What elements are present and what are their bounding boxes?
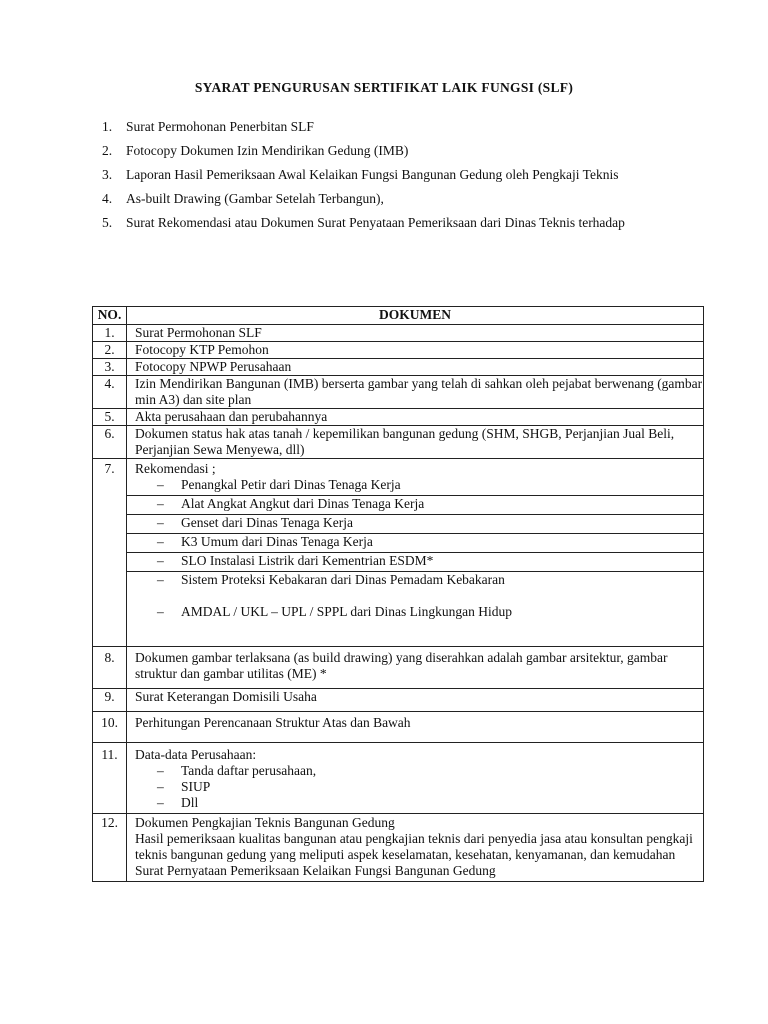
document-title: SYARAT PENGURUSAN SERTIFIKAT LAIK FUNGSI (SLF) bbox=[194, 80, 574, 95]
list-text: Laporan Hasil Pemeriksaan Awal Kelaikan Fungsi Bangunan Gedung oleh Pengkaji Teknis bbox=[126, 167, 619, 182]
row-number: 6. bbox=[93, 426, 127, 459]
table-row bbox=[93, 712, 704, 743]
list-text: Surat Permohonan Penerbitan SLF bbox=[126, 119, 314, 134]
table-row bbox=[93, 409, 704, 426]
list-text: Fotocopy Dokumen Izin Mendirikan Gedung (IMB) bbox=[126, 143, 409, 158]
company-data-item bbox=[135, 779, 703, 795]
row-text: Fotocopy NPWP Perusahaan bbox=[127, 359, 704, 376]
dash-bullet: – bbox=[157, 604, 164, 619]
list-text: Surat Rekomendasi atau Dokumen Surat Penyataan Pemeriksaan dari Dinas Teknis terhadap bbox=[126, 215, 625, 230]
row-technical-review bbox=[127, 814, 704, 882]
row-text: Surat Permohonan SLF bbox=[127, 325, 704, 342]
row-text: Dokumen Pengkajian Teknis Bangunan Gedung bbox=[135, 815, 395, 830]
table-row bbox=[93, 426, 704, 459]
dash-bullet: – bbox=[157, 477, 164, 492]
recommendation-row bbox=[127, 514, 703, 533]
recommendation-item bbox=[135, 515, 703, 531]
recommendation-row bbox=[127, 552, 703, 571]
row-company-data bbox=[127, 743, 704, 814]
dash-bullet: – bbox=[157, 779, 164, 794]
table-row bbox=[93, 647, 704, 689]
list-item bbox=[102, 115, 676, 139]
list-number: 5. bbox=[102, 215, 113, 230]
table-row bbox=[93, 342, 704, 359]
recommendation-text: Sistem Proteksi Kebakaran dari Dinas Pemadam Kebakaran bbox=[181, 572, 505, 587]
dash-bullet: – bbox=[157, 572, 164, 587]
dash-bullet: – bbox=[157, 763, 164, 778]
recommendation-text: AMDAL / UKL – UPL / SPPL dari Dinas Lingkungan Hidup bbox=[181, 604, 512, 619]
table-row bbox=[93, 459, 704, 647]
row-number: 11. bbox=[93, 743, 127, 814]
technical-review-line: Surat Pernyataan Pemeriksaan Kelaikan Fungsi Bangunan Gedung bbox=[135, 863, 496, 878]
recommendation-row bbox=[127, 533, 703, 552]
table-header-row bbox=[93, 307, 704, 325]
recommendation-item bbox=[135, 534, 703, 550]
row-number: 1. bbox=[93, 325, 127, 342]
row-number: 8. bbox=[93, 647, 127, 689]
dash-bullet: – bbox=[157, 553, 164, 568]
row-text: Perhitungan Perencanaan Struktur Atas dan Bawah bbox=[127, 712, 704, 743]
recommendation-item bbox=[135, 604, 703, 620]
company-data-text: Tanda daftar perusahaan, bbox=[181, 763, 317, 778]
recommendation-item bbox=[135, 572, 703, 588]
list-item bbox=[102, 187, 676, 211]
row-number: 7. bbox=[93, 459, 127, 647]
row-recommendations bbox=[127, 459, 704, 647]
row-text: Akta perusahaan dan perubahannya bbox=[127, 409, 704, 426]
row-text: Dokumen status hak atas tanah / kepemilikan bangunan gedung (SHM, SHGB, Perjanjian Jual Beli, Perjanjian Sewa Menyewa, dll) bbox=[127, 426, 704, 459]
list-number: 2. bbox=[102, 143, 113, 158]
header-no: NO. bbox=[93, 307, 127, 325]
company-data-text: Dll bbox=[181, 795, 199, 810]
row-number: 4. bbox=[93, 376, 127, 409]
row-number: 12. bbox=[93, 814, 127, 882]
table-row bbox=[93, 814, 704, 882]
recommendation-text: Genset dari Dinas Tenaga Kerja bbox=[181, 515, 353, 530]
row-number: 3. bbox=[93, 359, 127, 376]
dash-bullet: – bbox=[157, 534, 164, 549]
dash-bullet: – bbox=[157, 496, 164, 511]
list-number: 1. bbox=[102, 119, 113, 134]
table-row bbox=[93, 689, 704, 712]
table-row bbox=[93, 376, 704, 409]
recommendation-text: Penangkal Petir dari Dinas Tenaga Kerja bbox=[181, 477, 401, 492]
row-number: 10. bbox=[93, 712, 127, 743]
dash-bullet: – bbox=[157, 795, 164, 810]
dash-bullet: – bbox=[157, 515, 164, 530]
recommendation-row bbox=[127, 495, 703, 514]
recommendation-row bbox=[135, 604, 703, 646]
recommendation-text: K3 Umum dari Dinas Tenaga Kerja bbox=[181, 534, 373, 549]
list-item bbox=[102, 211, 676, 235]
table-row bbox=[93, 743, 704, 814]
list-item bbox=[102, 139, 676, 163]
row-text: Rekomendasi ; bbox=[135, 461, 216, 476]
recommendation-text: Alat Angkat Angkut dari Dinas Tenaga Kerja bbox=[181, 496, 425, 511]
list-number: 4. bbox=[102, 191, 113, 206]
requirements-list bbox=[102, 115, 676, 235]
company-data-item bbox=[135, 795, 703, 811]
row-text: Fotocopy KTP Pemohon bbox=[127, 342, 704, 359]
documents-table bbox=[92, 306, 704, 882]
row-number: 5. bbox=[93, 409, 127, 426]
recommendation-text: SLO Instalasi Listrik dari Kementrian ESDM* bbox=[181, 553, 434, 568]
recommendation-item bbox=[135, 553, 703, 569]
row-text: Data-data Perusahaan: bbox=[135, 747, 257, 762]
row-number: 2. bbox=[93, 342, 127, 359]
row-text: Izin Mendirikan Bangunan (IMB) berserta gambar yang telah di sahkan oleh pejabat berwenang (gambar min A3) dan site plan bbox=[127, 376, 704, 409]
recommendation-row bbox=[127, 571, 703, 604]
row-number: 9. bbox=[93, 689, 127, 712]
row-text: Surat Keterangan Domisili Usaha bbox=[127, 689, 704, 712]
header-dokumen: DOKUMEN bbox=[127, 307, 704, 325]
company-data-text: SIUP bbox=[181, 779, 211, 794]
list-item bbox=[102, 163, 676, 187]
technical-review-line: Hasil pemeriksaan kualitas bangunan atau pengkajian teknis dari penyedia jasa atau konsultan pengkaji teknis bangunan gedung yang meliputi aspek keselamatan, kesehatan, kenyamanan, dan kemudahan bbox=[135, 831, 693, 862]
table-row bbox=[93, 325, 704, 342]
list-number: 3. bbox=[102, 167, 113, 182]
list-text: As-built Drawing (Gambar Setelah Terbangun), bbox=[126, 191, 384, 206]
recommendation-item bbox=[135, 477, 703, 495]
company-data-item bbox=[135, 763, 703, 779]
row-text: Dokumen gambar terlaksana (as build drawing) yang diserahkan adalah gambar arsitektur, gambar struktur dan gambar utilitas (ME) * bbox=[127, 647, 704, 689]
table-row bbox=[93, 359, 704, 376]
recommendation-item bbox=[135, 496, 703, 512]
